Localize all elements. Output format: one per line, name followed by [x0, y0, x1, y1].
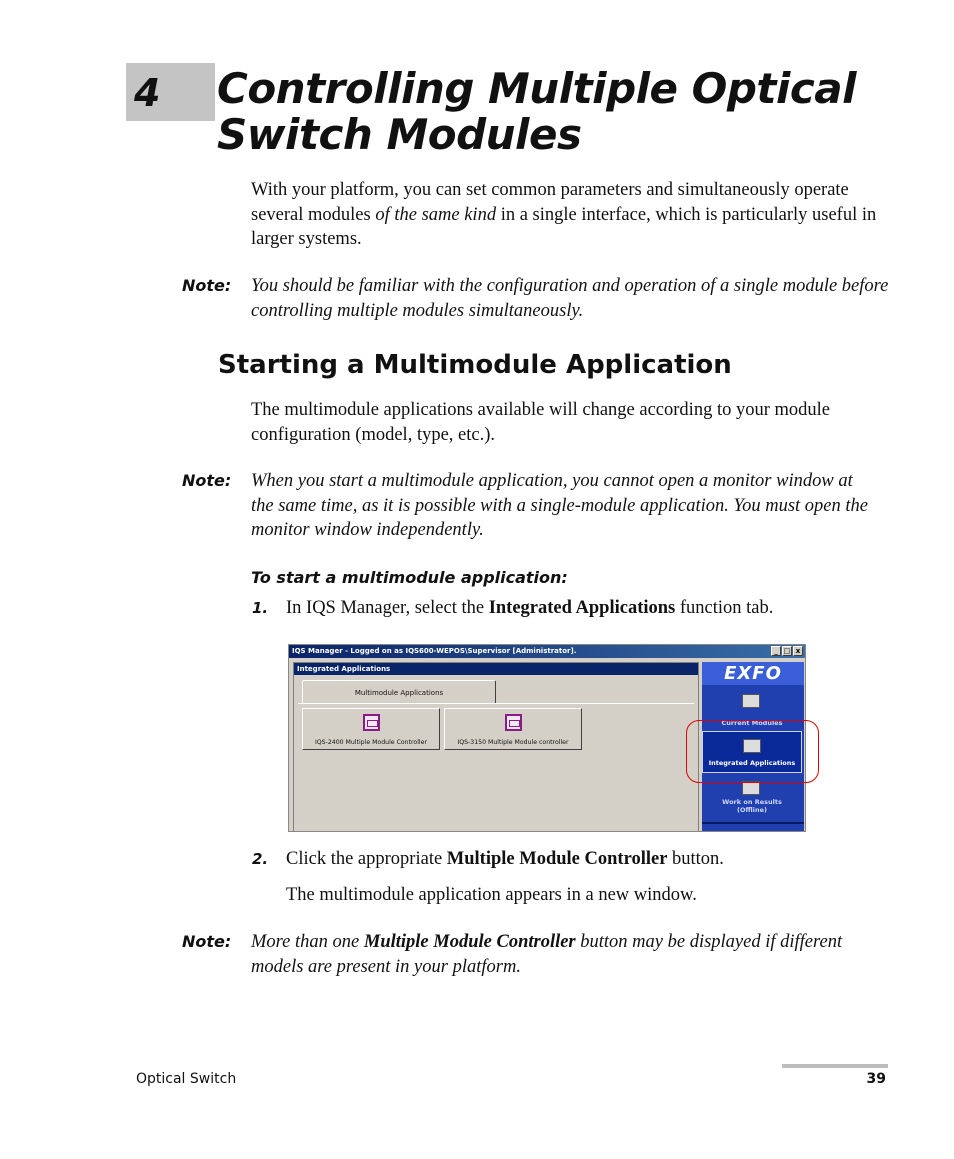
chapter-title-line2: Switch Modules [217, 110, 582, 159]
note-text: When you start a multimodule application, you cannot open a monitor window at the same time, as it is possible with a single-module application. You must open the monitor window independently. [251, 471, 868, 540]
nav-label: Current Modules [721, 719, 783, 727]
nav-work-on-results[interactable] [702, 778, 802, 822]
note-text: You should be familiar with the configuration and operation of a single module before controlling multiple modules simultaneously. [251, 276, 889, 321]
step-number: 1. [252, 599, 269, 617]
tab-multimodule-applications[interactable]: Multimodule Applications [302, 680, 496, 704]
step-number: 2. [252, 850, 269, 868]
procedure-heading: To start a multimodule application: [251, 568, 568, 587]
note-text-pre: More than one [251, 932, 364, 952]
step-text-bold: Integrated Applications [488, 598, 676, 618]
section-paragraph: The multimodule applications available will change according to your module configuration (model, type, etc.). [251, 400, 830, 445]
step-text-bold: Multiple Module Controller [446, 849, 668, 869]
note-label: Note: [182, 276, 232, 295]
iqs-2400-controller-button[interactable] [302, 708, 440, 750]
panel-header [294, 663, 698, 675]
panel-title: Integrated Applications [297, 665, 391, 673]
section-heading: Starting a Multimodule Application [218, 350, 732, 380]
tab-content [298, 703, 694, 829]
module-controller-icon [363, 714, 380, 731]
module-controller-icon [505, 714, 522, 731]
nav-label: Work on Results [722, 798, 782, 806]
window-title: IQS Manager - Logged on as IQS600-WEPOS\Supervisor [Administrator]. [292, 647, 577, 655]
step-text-pre: Click the appropriate [286, 849, 447, 869]
nav-divider [702, 822, 804, 824]
page-number: 39 [866, 1071, 886, 1087]
step-text [286, 847, 886, 872]
maximize-button[interactable]: □ [783, 647, 791, 655]
footer-rule [782, 1064, 888, 1068]
button-label: IQS-2400 Multiple Module Controller [314, 739, 427, 746]
intro-emphasis: of the same kind [375, 204, 497, 225]
note-text-bold: Multiple Module Controller [363, 932, 576, 952]
integrated-applications-panel [293, 662, 699, 832]
chapter-title [217, 66, 897, 158]
note-text [251, 930, 876, 979]
nav-label: (Offline) [737, 806, 767, 814]
close-button[interactable]: x [793, 646, 803, 656]
results-icon [742, 781, 760, 795]
minimize-button[interactable]: _ [771, 646, 781, 656]
intro-text-2: in a single interface, which is particularly useful in larger systems. [251, 204, 877, 249]
chapter-title-line1: Controlling Multiple Optical [217, 64, 857, 113]
step-text-post: button. [667, 849, 724, 869]
footer-title: Optical Switch [136, 1071, 237, 1087]
note-label: Note: [182, 932, 232, 951]
note-text-post: button may be displayed if different models are present in your platform. [251, 932, 843, 977]
note-label: Note: [182, 471, 232, 490]
step-text [286, 596, 886, 621]
step-text-pre: In IQS Manager, select the [286, 598, 489, 618]
iqs-3150-controller-button[interactable] [444, 708, 582, 750]
highlight-circle [686, 720, 819, 783]
window-titlebar [289, 645, 805, 658]
intro-paragraph [251, 178, 881, 252]
step-text-post: function tab. [675, 598, 774, 618]
intro-text-1: With your platform, you can set common parameters and simultaneously operate several modules [251, 180, 849, 225]
exfo-logo: EXFO [702, 662, 804, 685]
nav-label: Integrated Applications [708, 759, 796, 767]
modules-icon [742, 694, 760, 708]
button-label: IQS-3150 Multiple Module controller [457, 739, 569, 746]
step-result: The multimodule application appears in a new window. [286, 885, 697, 905]
chapter-number: 4 [134, 71, 161, 115]
